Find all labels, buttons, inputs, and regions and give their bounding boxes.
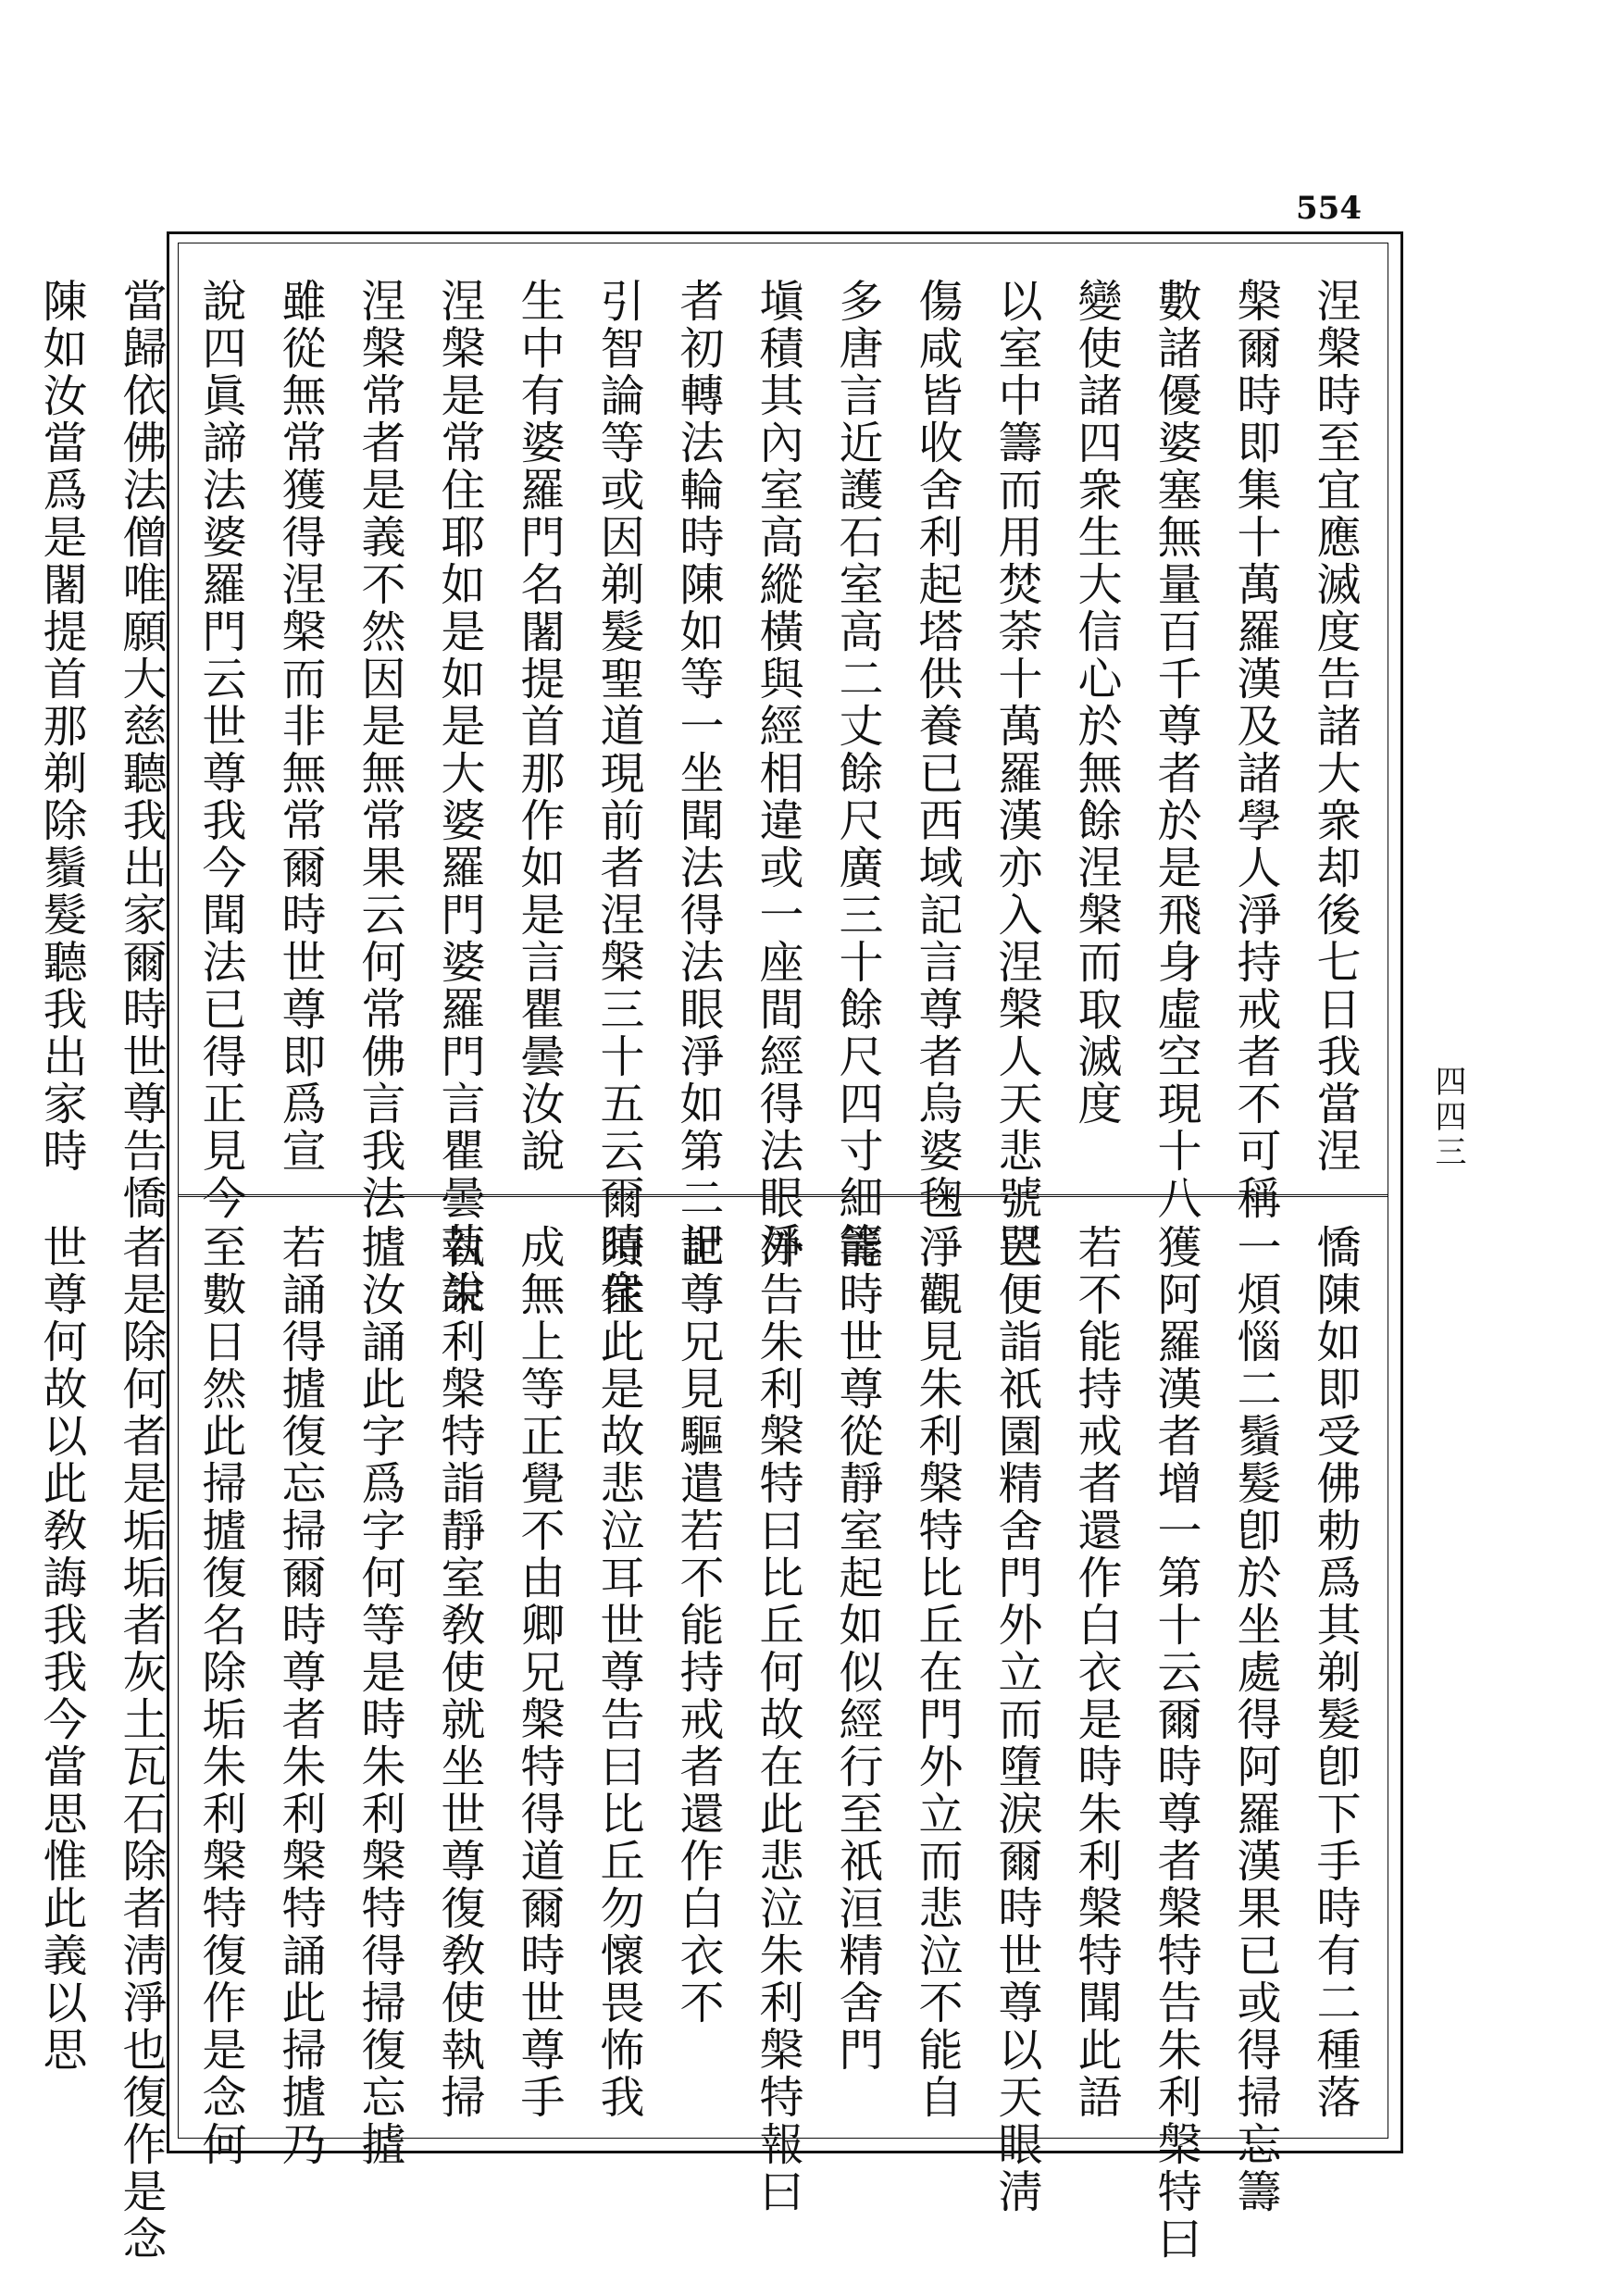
text-column: 成無上等正覺不由卿兄槃特得道爾時世尊手 — [513, 1224, 565, 2121]
text-column: 世尊何故以此敎誨我我今當思惟此義以思 — [35, 1224, 87, 2074]
top-text-panel — [35, 278, 1375, 1316]
text-column: 槃爾時即集十萬羅漢及諸學人淨持戒者不可稱 — [1229, 278, 1281, 1222]
text-column: 說四眞諦法婆羅門云世尊我今聞法已得正見今 — [194, 278, 246, 1222]
text-column: 若不能持戒者還作白衣是時朱利槃特聞此語 — [1070, 1224, 1122, 2121]
text-column: 能時世尊從靜室起如似經行至祇洹精舍門 — [831, 1224, 883, 2074]
text-column: 若誦得摣復忘掃爾時尊者朱利槃特誦此掃摣乃 — [274, 1224, 326, 2168]
text-column: 當歸依佛法僧唯願大慈聽我出家爾時世尊告憍 — [115, 278, 167, 1222]
text-column: 淨觀見朱利槃特比丘在門外立而悲泣不能自 — [911, 1224, 963, 2121]
side-label: 四四三 — [1429, 1065, 1466, 1170]
text-column: 執朱利槃特詣靜室敎使就坐世尊復敎使執掃 — [433, 1224, 485, 2121]
text-column: 至數日然此掃摣復名除垢朱利槃特復作是念何 — [194, 1224, 246, 2168]
text-column: 陳如汝當爲是闍提首那剃除鬚髮聽我出家時 — [35, 278, 87, 1175]
text-column: 傷咸皆收舍利起塔供養已西域記言尊者烏婆毱 — [911, 278, 963, 1222]
bottom-text-panel — [35, 1224, 1375, 2263]
text-column: 雖從無常獲得涅槃而非無常爾時世尊即爲宣 — [274, 278, 326, 1175]
text-column: 憍陳如即受佛勅爲其剃髮卽下手時有二種落 — [1309, 1224, 1361, 2121]
text-column: 多唐言近護石室高二丈餘尺廣三十餘尺四寸細籌 — [831, 278, 883, 1269]
text-column: 以室中籌而用焚荼十萬羅漢亦入涅槃人天悲號哭 — [990, 278, 1042, 1269]
page-number: 554 — [1296, 190, 1362, 227]
text-column: 生中有婆羅門名闍提首那作如是言瞿曇汝說 — [513, 278, 565, 1175]
text-column: 變使諸四衆生大信心於無餘涅槃而取滅度 — [1070, 278, 1122, 1128]
text-column: 一煩惱二鬚髮卽於坐處得阿羅漢果已或得掃忘籌 — [1229, 1224, 1281, 2215]
text-column: 塡積其內室高縱橫與經相違或一座間經得法眼淨 — [752, 278, 803, 1269]
text-column: 摣汝誦此字爲字何等是時朱利槃特得掃復忘摣 — [354, 1224, 405, 2168]
text-column: 者是除何者是垢垢者灰土瓦石除者淸淨也復作是念 — [115, 1224, 167, 2263]
text-column: 已便詣祇園精舍門外立而墮淚爾時世尊以天眼淸 — [990, 1224, 1042, 2215]
text-column: 須住此是故悲泣耳世尊告曰比丘勿懷畏怖我 — [592, 1224, 644, 2121]
text-column: 涅槃常者是義不然因是無常果云何常佛言我法 — [354, 278, 405, 1222]
text-column: 世尊兄見驅遣若不能持戒者還作白衣不 — [672, 1224, 724, 2027]
text-column: 涅槃時至宜應滅度告諸大衆却後七日我當涅 — [1309, 278, 1361, 1175]
text-column: 涅槃是常住耶如是如是大婆羅門婆羅門言瞿曇若說 — [433, 278, 485, 1316]
text-column: 數諸優婆塞無量百千尊者於是飛身虛空現十八 — [1150, 278, 1201, 1222]
text-column: 引智論等或因剃髮聖道現前者涅槃三十五云爾時衆 — [592, 278, 644, 1316]
text-column: 獲阿羅漢者增一第十云爾時尊者槃特告朱利槃特曰 — [1150, 1224, 1201, 2263]
text-column: 者初轉法輪時陳如等一坐聞法得法眼淨如第二記 — [672, 278, 724, 1269]
text-column: 外告朱利槃特曰比丘何故在此悲泣朱利槃特報曰 — [752, 1224, 803, 2215]
